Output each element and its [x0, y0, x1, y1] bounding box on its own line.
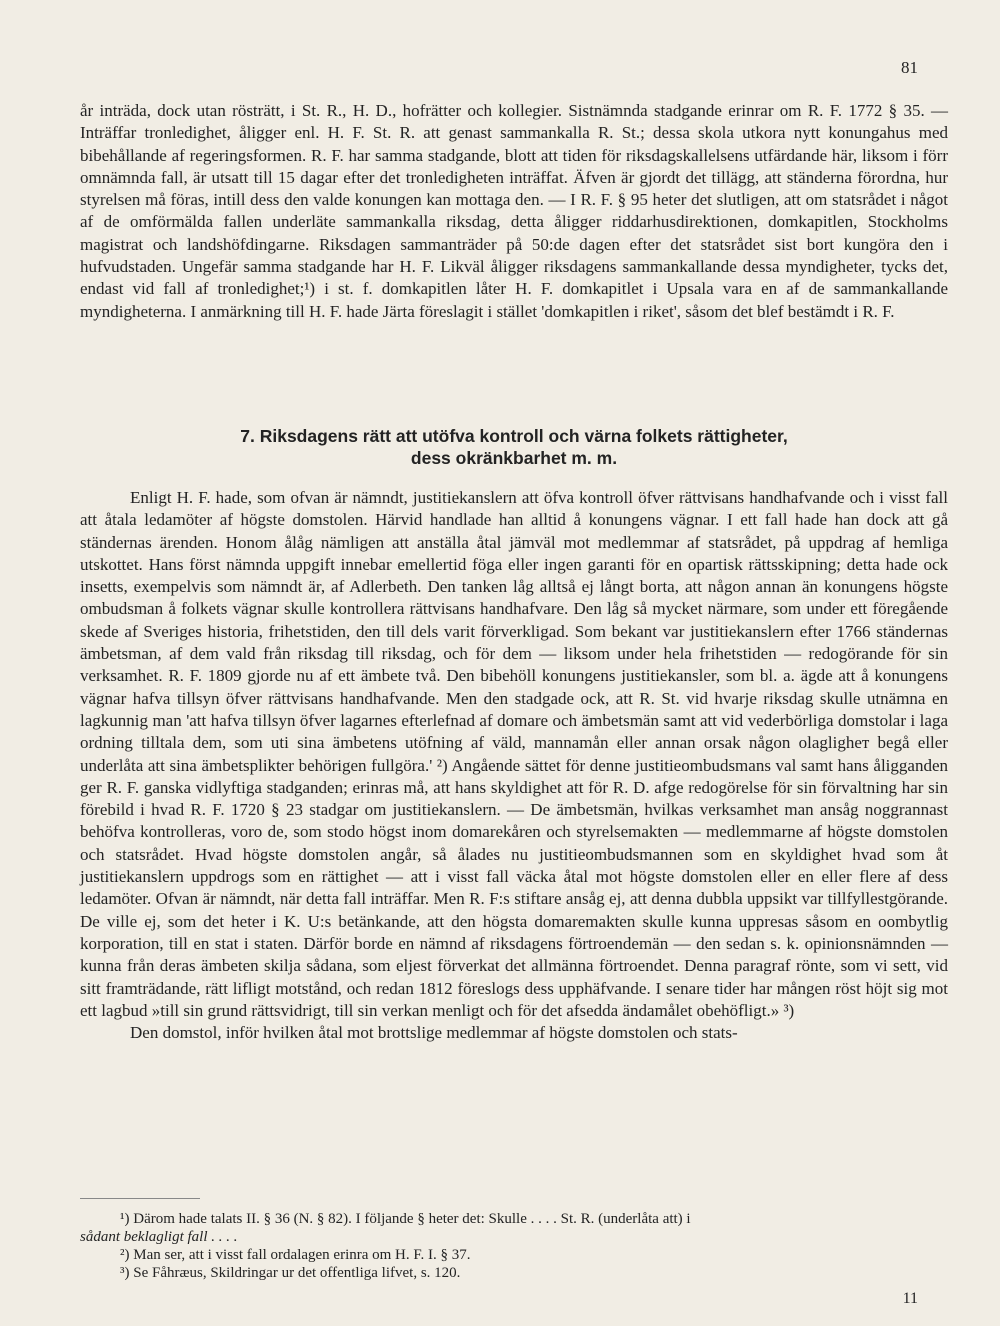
section-heading-line-2: dess okränkbarhet m. m. [410, 448, 618, 468]
signature-mark: 11 [902, 1290, 918, 1307]
body-paragraph-1 [80, 100, 948, 323]
footnotes [80, 1210, 948, 1282]
section-7 [80, 425, 948, 1044]
body-paragraph-2: Enligt H. F. hade, som ofvan är nämndt, justitiekanslern att öfva kontroll öfver rättvisans handhafvande och i visst fall att åtala ledamöter af högste domstolen. Härvid handlade han alltid å konungens vägnar. I ett fall hade han dock att gå ständernas ärenden. Honom ålåg nämligen att anställa åtal jämväl mot medlemmar af statsrådet, på uppdrag af hemliga utskottet. Hans först nämnda uppgift innebar emellertid föga eller ingen garanti för en opartisk rättsskipning; detta hade ock insetts, exempelvis som nämndt är, af Adlerbeth. Den tanken låg alltså ej långt borta, att någon annan än konungens högste ombudsman å folkets vägnar skulle kontrollera rättvisans handhafvare. Den låg så mycket närmare, som under ett föregående skede af Sveriges historia, frihetstiden, den till dels varit förverkligad. Som bekant var justitiekanslern efter 1766 ständernas ämbetsman, af dem vald från riksdag till riksdag, och för dem — liksom under hela frihetstiden — redogörande för sin verksamhet. R. F. 1809 gjorde nu af ett ämbete två. Den bibehöll konungens justitiekansler, som bl. a. ägde att å konungens vägnar hafva tillsyn öfver rättvisans handhafvande. Men den stadgade ock, att R. St. vid hvarje riksdag skulle utnämna en lagkunnig man 'att hafva tillsyn öfver lagarnes efterlefnad af domare och ämbetsmän samt att vid vederbörliga domstolar i laga ordning tilltala dem, som uti sina ämbetens utöfning af väld, mannamån eller annan orsak någon olagligheт begå eller underlåta att sina ämbetsplikter behörigen fullgöra.' ²) Angående sättet för denne justitieombudsmans val samt hans åligganden ger R. F. ganska vidlyftiga stadganden; erinras må, att hans skyldighet att för R. D. afge redogörelse för sin förvaltning har sin förebild i hvad R. F. 1720 § 23 stadgar om justitiekanslern. — De ämbetsmän, hvilkas verksamhet man ansåg noggrannast behöfva kontrolleras, voro de, som stodo högst inom domarekåren och styrelsemakten — medlemmarne af högste domstolen och statsrådet. Hvad högste domstolen angår, så ålades nu justitieombudsmannen som en skyldighet hvad som åt justitiekanslern uppdrogs som en rättighet — att i visst fall väcka åtal mot högste domstolen eller en eller flere af dess ledamöter. Ofvan är nämndt, när detta fall inträffar. Men R. F:s stiftare ansåg ej, att denna dubbla uppsikt var tillfyllestgörande. De ville ej, som det heter i K. U:s betänkande, att den högsta domaremakten skulle kunna uppresas såsom en oombytlig korporation, till en stat i staten. Därför borde en nämnd af riksdagens förtroendemän — den sedan s. k. opinionsnämnden — kunna från deras ämbeten skilja sådana, som eljest förverkat det allmänna förtroendet. Denna paragraf rönte, som vi sett, vid sitt framträdande, rätt lifligt motstånd, och redan 1812 föreslogs dess upphäfvande. I senare tider har mången röst höjt sig mot ett lagbud »till sin grund rättsvidrigt, till sin verkan menligt och för det afsedda ändamålet obehöfligt.» ³) [80, 488, 948, 1020]
section-heading-line-1: 7. Riksdagens rätt att utöfva kontroll och värna folkets rättigheter, [240, 426, 788, 446]
footnote-1-line-2: sådant beklagligt fall . . . . [80, 1229, 238, 1245]
footnote-1-line-1: ¹) Därom hade talats II. § 36 (N. § 82). I följande § heter det: Skulle . . . . St. R. (underlåta att) i [120, 1211, 691, 1227]
footnote-3: ³) Se Fåhræus, Skildringar ur det offentliga lifvet, s. 120. [120, 1265, 461, 1281]
body-paragraph-3: Den domstol, inför hvilken åtal mot brottslige medlemmar af högste domstolen och stats- [130, 1023, 738, 1043]
footnote-2: ²) Man ser, att i visst fall ordalagen erinra om H. F. I. § 37. [120, 1247, 471, 1263]
page-number: 81 [901, 58, 918, 77]
paragraph-text: år inträda, dock utan rösträtt, i St. R., H. D., hofrätter och kollegier. Sistnämnda stadgande erinrar om R. F. 1772 § 35. — Inträffar tronledighet, åligger enl. H. F. St. R. att genast sammankalla R. St.; dessa skola utkora nytt konungahus med bibehållande af regeringsformen. R. F. har samma stadgande, blott att tiden för riksdagskallelsens utfärdande här, liksom i förr omnämnda fall, är utsatt till 15 dagar efter det tronledigheten inträffat. Äfven är gjordt det tillägg, att ständerna förordna, hur styrelsen må föras, intill dess den valde konungen kan mottaga den. — I R. F. § 95 heter det slutligen, att om statsrådet i något af de omförmälda fallen underläte sammankalla riksdag, detta åligger riddarhusdirektionen, domkapitlen, Stockholms magistrat och landshöfdingarne. Riksdagen sammanträder på 50:de dagen efter det statsrådet sist bort kungöra den i hufvudstaden. Ungefär samma stadgande har H. F. Likväl åligger riksdagens sammankallande dessa myndigheter, tycks det, endast vid fall af tronledighet;¹) i st. f. domkapitlen låter H. F. domkapitlet i Upsala vara en af de sammankallande myndigheterna. I anmärkning till H. F. hade Järta föreslagit i stället 'domkapitlen i riket', såsom det blef bestämdt i R. F. [80, 101, 948, 321]
section-heading [80, 425, 948, 469]
footnote-divider [80, 1198, 200, 1199]
